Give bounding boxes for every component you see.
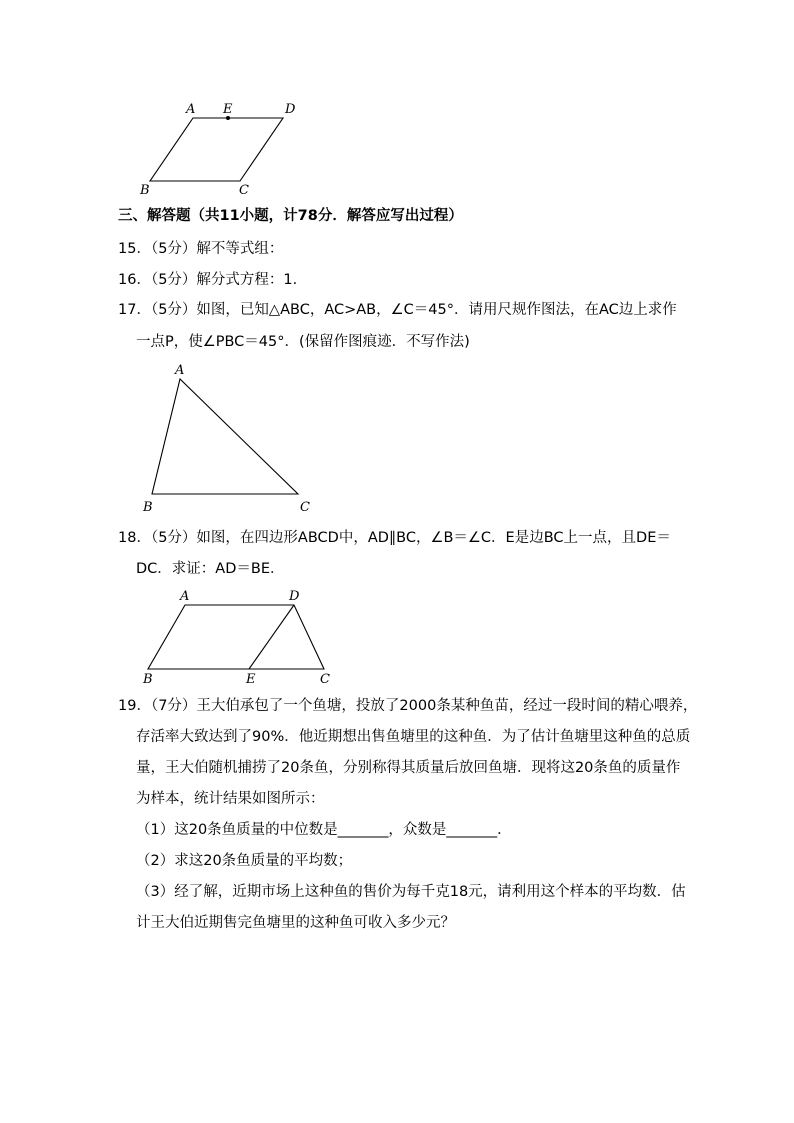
label-d: D — [289, 589, 300, 604]
question-19-part-2: （2）求这20条鱼质量的平均数； — [136, 853, 353, 869]
label-c: C — [320, 672, 330, 687]
question-18-line-2: DC．求证：AD＝BE． — [136, 561, 285, 577]
label-c: C — [300, 500, 310, 515]
question-17-line-2: 一点P，使∠PBC＝45°．(保留作图痕迹．不写作法) — [136, 334, 470, 350]
label-b: B — [143, 672, 153, 687]
question-19-part-3-line-2: 计王大伯近期售完鱼塘里的这种鱼可收入多少元？ — [136, 915, 455, 931]
question-17-line-1: 17．（5分）如图，已知△ABC，AC>AB，∠C＝45°．请用尺规作图法，在AC边上求作 — [118, 302, 677, 318]
label-e: E — [246, 672, 256, 687]
question-18-line-1: 18．（5分）如图，在四边形ABCD中，AD∥BC，∠B＝∠C．E是边BC上一点，且DE＝ — [118, 530, 671, 546]
question-19-part-3-line-1: （3）经了解，近期市场上这种鱼的售价为每千克18元，请利用这个样本的平均数．估 — [136, 884, 686, 900]
question-16: 16．（5分）解分式方程：1． — [118, 272, 308, 288]
question-19-line-4: 为样本，统计结果如图所示： — [136, 791, 325, 807]
label-e: E — [223, 102, 233, 117]
segment-de — [249, 605, 294, 669]
label-b: B — [140, 183, 150, 198]
question-19-line-1: 19．（7分）王大伯承包了一个鱼塘，投放了2000条某种鱼苗，经过一段时间的精心喂养， — [118, 698, 698, 714]
label-d: D — [285, 102, 296, 117]
label-c: C — [239, 183, 249, 198]
label-a: A — [186, 102, 196, 117]
question-19-line-3: 量，王大伯随机捕捞了20条鱼，分别称得其质量后放回鱼塘．现将这20条鱼的质量作 — [136, 760, 681, 776]
question-19-line-2: 存活率大致达到了90%．他近期想出售鱼塘里的这种鱼．为了估计鱼塘里这种鱼的总质 — [136, 729, 691, 745]
label-b: B — [143, 500, 153, 515]
triangle-figure — [138, 360, 318, 518]
trapezoid-figure — [138, 587, 338, 687]
trapezoid-shape — [148, 605, 324, 669]
question-15: 15．（5分）解不等式组： — [118, 241, 284, 257]
label-a: A — [175, 363, 185, 378]
question-19-part-1: （1）这20条鱼质量的中位数是_______，众数是_______． — [136, 822, 512, 838]
parallelogram-figure — [135, 98, 305, 200]
parallelogram-shape — [150, 118, 283, 181]
label-a: A — [180, 589, 190, 604]
section-3-title: 三、解答题（共11小题，计78分．解答应写出过程） — [118, 208, 463, 224]
triangle-shape — [152, 379, 298, 494]
